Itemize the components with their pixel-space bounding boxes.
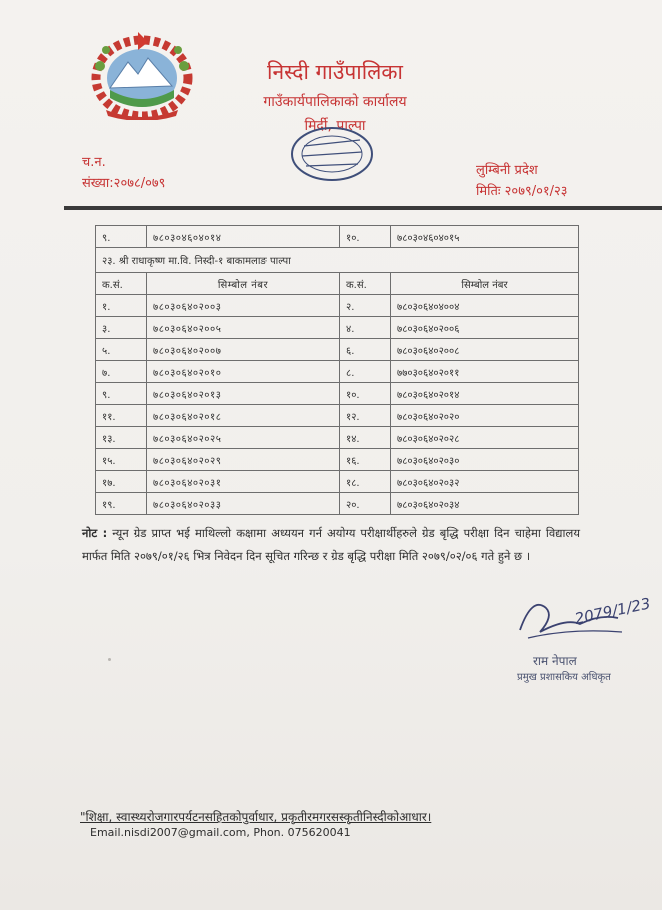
table-row: [96, 295, 579, 317]
symbol-number-cell: ७८०३०६४०२०२९: [147, 449, 340, 471]
symbol-number-cell: ७८०३०६४०२००७: [147, 339, 340, 361]
symbol-number-cell: ७८०३०६४०२०३२: [391, 471, 579, 493]
symbol-number-cell: ७८०३०४६०४०१४: [147, 226, 340, 248]
symbol-number-cell: ७७०३०६४०२०११: [391, 361, 579, 383]
serial-cell: ६.: [340, 339, 391, 361]
serial-cell: १.: [96, 295, 147, 317]
notice-paragraph: [82, 522, 580, 568]
office-district: मिर्दी, पाल्पा: [304, 118, 366, 134]
symbol-number-cell: ७८०३०६४०२०१०: [147, 361, 340, 383]
footer-contact: Email.nisdi2007@gmail.com, Phon. 075620041: [90, 826, 351, 839]
school-title-row: [96, 248, 579, 273]
footer-slogan: "शिक्षा, स्वास्थ्यरोजगारपर्यटनसहितकोपुर्वाधार, प्रकृतीरमगरसस्कृतीनिस्दीकोआधार।: [80, 810, 432, 824]
symbol-number-cell: ७८०३०६४०२०२०: [391, 405, 579, 427]
symbol-number-cell: ७८०३०६४०२००६: [391, 317, 579, 339]
table-row: [96, 405, 579, 427]
symbol-number-cell: ७८०३०६४०४००४: [391, 295, 579, 317]
serial-cell: ८.: [340, 361, 391, 383]
office-seal-stamp: [286, 124, 378, 184]
symbol-number-cell: ७८०३०४६०४०१५: [391, 226, 579, 248]
symbol-number-cell: ७८०३०६४०२०३४: [391, 493, 579, 515]
serial-cell: ४.: [340, 317, 391, 339]
serial-cell: १६.: [340, 449, 391, 471]
symbol-number-cell: ७८०३०६४०२०३३: [147, 493, 340, 515]
table-row: [96, 449, 579, 471]
letter-number: संख्या:२०७८/०७९: [82, 176, 166, 191]
signatory-title: प्रमुख प्रशासकिय अधिकृत: [517, 672, 611, 683]
note-text: न्यून ग्रेड प्राप्त भई माथिल्लो कक्षामा अध्ययन गर्न अयोग्य परीक्षार्थीहरुले ग्रेड बृद्धि परीक्षा दिन चाहेमा विद्यालय मार्फत मिति २०७९/०१/२६ भित्र निवेदन दिन सूचित गरिन्छ र ग्रेड बृद्धि परीक्षा मिति २०७९/०२/०६ गते हुने छ ।: [82, 526, 580, 563]
serial-cell: ९.: [96, 226, 147, 248]
serial-cell: १९.: [96, 493, 147, 515]
symbol-number-cell: ७८०३०६४०२००८: [391, 339, 579, 361]
office-name: निस्दी गाउँपालिका: [267, 60, 403, 84]
school-title: २३. श्री राधाकृष्ण मा.वि. निस्दी-१ बाकामलाङ पाल्पा: [96, 248, 579, 273]
serial-cell: २.: [340, 295, 391, 317]
serial-cell: २०.: [340, 493, 391, 515]
serial-cell: १८.: [340, 471, 391, 493]
column-header: सिम्बोल नंबर: [147, 273, 340, 295]
signatory-name: राम नेपाल: [533, 654, 577, 668]
serial-cell: ५.: [96, 339, 147, 361]
date-block: [476, 160, 568, 202]
symbol-number-cell: ७८०३०६४०२००५: [147, 317, 340, 339]
serial-cell: १५.: [96, 449, 147, 471]
serial-cell: ९.: [96, 383, 147, 405]
serial-cell: १४.: [340, 427, 391, 449]
symbol-number-cell: ७८०३०६४०२०२५: [147, 427, 340, 449]
serial-cell: १०.: [340, 383, 391, 405]
handwritten-signature: [510, 588, 660, 648]
note-label: नोट :: [82, 526, 108, 540]
column-header: सिम्बोल नंबर: [391, 273, 579, 295]
table-row: [96, 493, 579, 515]
symbol-number-cell: ७८०३०६४०२०१३: [147, 383, 340, 405]
serial-cell: १३.: [96, 427, 147, 449]
serial-cell: १२.: [340, 405, 391, 427]
reference-block: [82, 152, 165, 194]
symbol-number-cell: ७८०३०६४०२०२८: [391, 427, 579, 449]
symbol-number-table: [95, 225, 579, 515]
serial-cell: ११.: [96, 405, 147, 427]
table-row: [96, 339, 579, 361]
table-header-row: [96, 273, 579, 295]
symbol-number-cell: ७८०३०६४०२०१८: [147, 405, 340, 427]
table-row: [96, 361, 579, 383]
symbol-number-cell: ७८०३०६४०२०३१: [147, 471, 340, 493]
table-row: [96, 383, 579, 405]
header-divider: [64, 206, 662, 210]
symbol-number-cell: ७८०३०६४०२०१४: [391, 383, 579, 405]
serial-cell: ७.: [96, 361, 147, 383]
nepal-emblem-logo: [86, 28, 198, 120]
table-row: [96, 317, 579, 339]
column-header: क.सं.: [340, 273, 391, 295]
province-name: लुम्बिनी प्रदेश: [476, 163, 538, 178]
table-row: [96, 226, 579, 248]
column-header: क.सं.: [96, 273, 147, 295]
office-subtitle: गाउँकार्यपालिकाको कार्यालय: [263, 94, 407, 110]
symbol-number-cell: ७८०३०६४०२००३: [147, 295, 340, 317]
dispatch-number-label: च.न.: [82, 155, 106, 170]
paper-speck: [108, 658, 111, 661]
table-row: [96, 471, 579, 493]
serial-cell: १०.: [340, 226, 391, 248]
letter-date: मितिः २०७९/०१/२३: [476, 184, 568, 199]
serial-cell: १७.: [96, 471, 147, 493]
signature-date: 2079/1/23: [573, 594, 653, 628]
table-row: [96, 427, 579, 449]
symbol-number-cell: ७८०३०६४०२०३०: [391, 449, 579, 471]
serial-cell: ३.: [96, 317, 147, 339]
